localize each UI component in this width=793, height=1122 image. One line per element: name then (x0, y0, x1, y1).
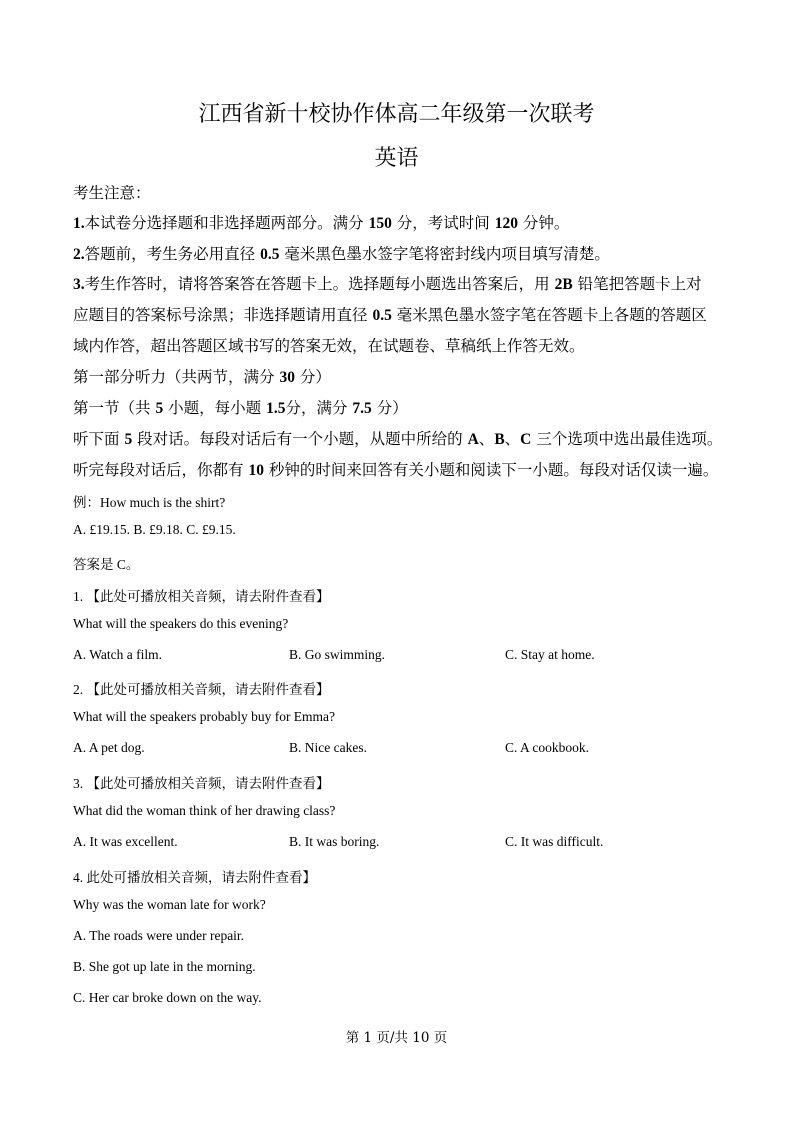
question-3-option-a: A. It was excellent. (73, 834, 178, 849)
question-2-audio: 2. 【此处可播放相关音频，请去附件查看】 (73, 682, 330, 697)
exam-title: 江西省新十校协作体高二年级第一次联考 (198, 102, 595, 127)
question-1-option-c: C. Stay at home. (505, 647, 595, 662)
question-4-option-b: B. She got up late in the morning. (73, 959, 256, 974)
question-1-audio: 1. 【此处可播放相关音频，请去附件查看】 (73, 589, 330, 604)
notice-item-2: 2.答题前，考生务必用直径 0.5 毫米黑色墨水签字笔将密封线内项目填写清楚。 (73, 245, 610, 263)
question-1-option-a: A. Watch a film. (73, 647, 163, 662)
notice-item-1: 1.本试卷分选择题和非选择题两部分。满分 150 分，考试时间 120 分钟。 (73, 214, 570, 232)
notice-item-3-line2: 应题目的答案标号涂黑；非选择题请用直径 0.5 毫米黑色墨水签字笔在答题卡上各题的答题区 (73, 306, 707, 324)
question-4-audio: 4. 此处可播放相关音频，请去附件查看】 (73, 870, 316, 885)
instructions-line-2: 听完每段对话后，你都有 10 秒钟的时间来回答有关小题和阅读下一小题。每段对话仅读一遍。 (73, 461, 719, 479)
question-3-text: What did the woman think of her drawing class? (73, 803, 336, 818)
question-4-text: Why was the woman late for work? (73, 897, 266, 912)
question-1-text: What will the speakers do this evening? (73, 616, 289, 631)
notice-heading: 考生注意： (73, 184, 151, 202)
page-footer: 第 1 页/共 10 页 (345, 1030, 448, 1046)
question-4-option-a: A. The roads were under repair. (73, 928, 245, 943)
question-2-option-b: B. Nice cakes. (289, 740, 367, 755)
part-1-heading: 第一部分听力（共两节，满分 30 分） (73, 368, 331, 386)
notice-item-3-line3: 域内作答，超出答题区域书写的答案无效，在试题卷、草稿纸上作答无效。 (73, 337, 585, 355)
question-3-option-b: B. It was boring. (289, 834, 380, 849)
question-2-text: What will the speakers probably buy for Emma? (73, 709, 336, 724)
question-3-audio: 3. 【此处可播放相关音频，请去附件查看】 (73, 776, 330, 791)
question-2-option-c: C. A cookbook. (505, 740, 590, 755)
question-3-option-c: C. It was difficult. (505, 834, 604, 849)
question-4-option-c: C. Her car broke down on the way. (73, 990, 262, 1005)
instructions-line-1: 听下面 5 段对话。每段对话后有一个小题，从题中所给的 A、B、C 三个选项中选出最佳选项。 (73, 430, 723, 448)
subject-title: 英语 (374, 146, 419, 171)
example-options: A. £19.15. B. £9.18. C. £9.15. (73, 522, 236, 537)
section-1-heading: 第一节（共 5 小题，每小题 1.5分，满分 7.5 分） (73, 399, 408, 417)
notice-item-3: 3.考生作答时，请将答案答在答题卡上。选择题每小题选出答案后，用 2B 铅笔把答题卡上对 (73, 275, 702, 293)
question-2-option-a: A. A pet dog. (73, 740, 145, 755)
example-question: 例：How much is the shirt? (73, 495, 226, 511)
example-answer: 答案是 C。 (73, 557, 140, 572)
question-1-option-b: B. Go swimming. (289, 647, 386, 662)
